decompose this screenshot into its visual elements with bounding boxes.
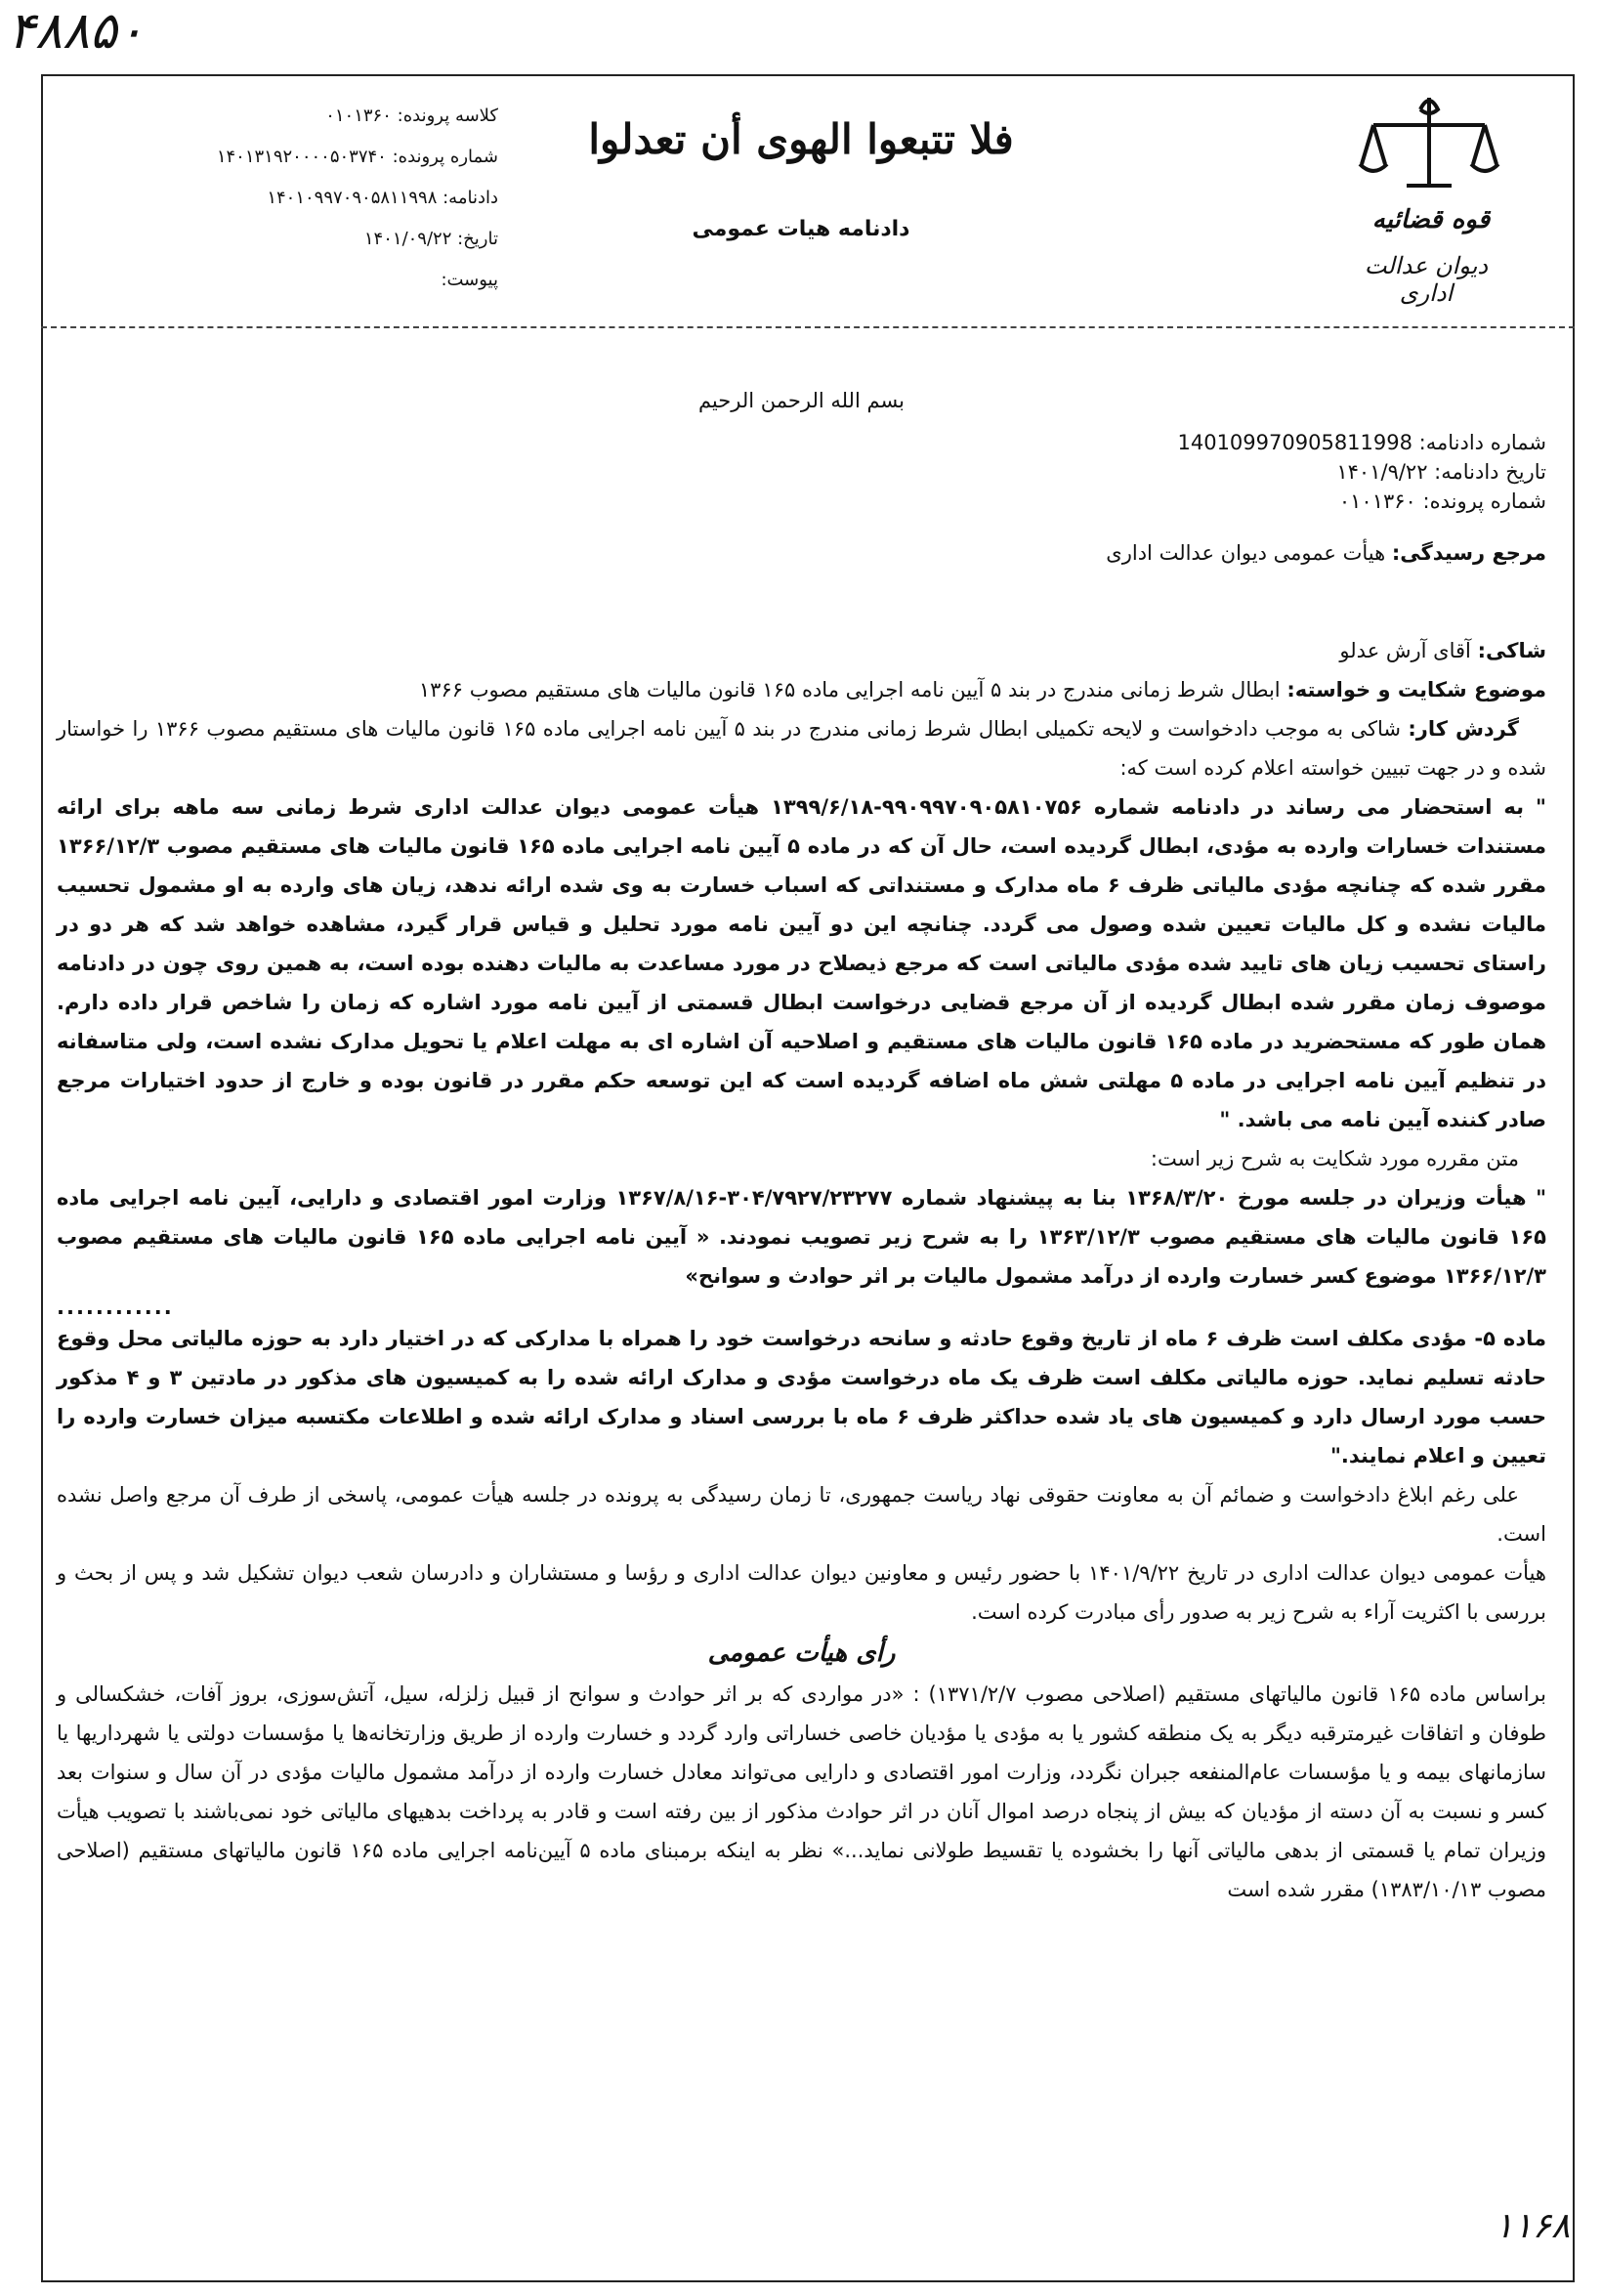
ruling-paragraph: براساس ماده ۱۶۵ قانون مالیاتهای مستقیم (اصلاحی مصوب ۱۳۷۱/۲/۷) : «در مواردی که بر اثر حوادث و سوانح از قبیل زلزله، سیل، آتش‌سوزی، بروز آفات، خشکسالی و طوفان و اتفاقات غیرمترقبه دیگر به یک منطقه کشور یا به مؤدی یا مؤدیان خاصی خساراتی وارد گردد و خسارت وارده از طریق وزارتخانه‌ها یا مؤسسات دولتی یا شهرداریها یا سازمانهای بیمه و یا مؤسسات عام‌المنفعه جبران نگردد، وزارت امور اقتصادی و دارایی می‌تواند معادل خسارت وارده از درآمد مشمول مالیات مؤدی در آن سال و سنوات بعد کسر و نسبت به آن دسته از مؤدیان که بیش از پنجاه درصد اموال آنان در اثر حوادث مذکور از بین رفته است و قادر به پرداخت بدهیهای مالیاتی خود نمی‌باشند با تصویب هیأت وزیران تمام یا قسمتی از بدهی مالیاتی آنها را بخشوده یا تقسیط طولانی نماید...» نظر به اینکه برمبنای ماده ۵ آیین‌نامه اجرایی ماده ۱۶۵ قانون مالیاتهای مستقیم (اصلاحی مصوب ۱۳۸۳/۱۰/۱۳) مقرر شده است	[57, 1682, 1547, 1901]
session-paragraph: هیأت عمومی دیوان عدالت اداری در تاریخ ۱۴۰۱/۹/۲۲ با حضور رئیس و معاونین دیوان عدالت اداری و رؤسا و مستشاران و دادرسان شعب دیوان تشکیل شد و پس از بحث و بررسی با اکثریت آراء به شرح زیر به صدور رأی مبادرت کرده است.	[57, 1561, 1546, 1624]
ruling-info	[57, 428, 1546, 516]
text-intro: متن مقرره مورد شکایت به شرح زیر است:	[1150, 1147, 1519, 1170]
handwritten-number: ۴۸۸۵۰	[8, 2, 145, 61]
authority-line: مرجع رسیدگی: هیأت عمومی دیوان عدالت اداری	[1106, 541, 1546, 565]
judiciary-scales-emblem-icon	[1356, 88, 1502, 195]
org-name-judiciary: قوه قضائیه	[1371, 205, 1491, 234]
meta-row: کلاسه پرونده: ۰۱۰۱۳۶۰	[325, 106, 498, 126]
info-row: شماره دادنامه: 140109970905811998	[1177, 431, 1546, 454]
document-subtitle: دادنامه هیات عمومی	[692, 217, 910, 241]
case-meta	[176, 96, 498, 301]
basmala: بسم الله الرحمن الرحیم	[697, 389, 906, 412]
ruling-title: رأی هیأت عمومی	[707, 1638, 896, 1668]
header-divider	[41, 326, 1575, 328]
info-row: تاریخ دادنامه: ۱۴۰۱/۹/۲۲	[1336, 460, 1546, 484]
workflow-paragraph: گردش کار: شاکی به موجب دادخواست و لایحه تکمیلی ابطال شرط زمانی مندرج در بند ۵ آیین نامه اجرایی ماده ۱۶۵ قانون مالیات های مستقیم مصوب ۱۳۶۶ را خواستار شده و در جهت تبیین خواسته اعلام کرده است که:	[57, 717, 1546, 780]
no-response-paragraph: علی رغم ابلاغ دادخواست و ضمائم آن به معاونت حقوقی نهاد ریاست جمهوری، تا زمان رسیدگی به پرونده در جلسه هیأت عمومی، پاسخی از طرف آن مرجع واصل نشده است.	[57, 1483, 1546, 1546]
meta-row: پیوست:	[441, 270, 498, 290]
complaint-quote: " به استحضار می رساند در دادنامه شماره ۹۹۰۹۹۷۰۹۰۵۸۱۰۷۵۶-۱۳۹۹/۶/۱۸ هیأت عمومی دیوان عدالت اداری شرط زمانی سه ماهه برای ارائه مستندات خسارات وارده به مؤدی، ابطال گردیده است، حال آن که در ماده ۵ آیین نامه اجرایی ماده ۱۶۵ قانون مالیات های مستقیم مصوب ۱۳۶۶/۱۲/۳ مقرر شده که چنانچه مؤدی مالیاتی ظرف ۶ ماه مدارک و مستنداتی که اسباب خسارت به وی شده ارائه ندهد، زیان های وارده به او مشمول تحسیب مالیات نشده و کل مالیات تعیین شده وصول می گردد. چنانچه این دو آیین نامه مورد تحلیل و قیاس قرار گیرد، مشاهده خواهد شد که هر دو در راستای تحسیب زیان های تایید شده مؤدی مالیاتی است که مرجع ذیصلاح در مورد مساعدت به مالیات دهنده بوده است، به همین روی چون در دادنامه موصوف زمان مقرر شده ابطال گردیده از آن مرجع قضایی درخواست ابطال قسمتی از آیین نامه مورد اشاره که زمان را شاخص قرار داده دارم. همان طور که مستحضرید در ماده ۱۶۵ قانون مالیات های مستقیم و اصلاحیه آن اشاره ای به مهلت اعلام یا تحویل مدارک نشده است، ولی متاسفانه در تنظیم آیین نامه اجرایی در ماده ۵ مهلتی شش ماه اضافه گردیده است که این توسعه حکم مقرر در قانون بوده و خارج از حدود اختیارات مرجع صادر کننده آیین نامه می باشد. "	[57, 795, 1547, 1131]
ellipsis-dots: ............	[57, 1296, 174, 1319]
handwritten-side-number: ۱۱۶۸	[1495, 2206, 1571, 2246]
subject-line: موضوع شکایت و خواسته: ابطال شرط زمانی مندرج در بند ۵ آیین نامه اجرایی ماده ۱۶۵ قانون مالیات های مستقیم مصوب ۱۳۶۶	[418, 678, 1546, 702]
spacer	[57, 516, 1546, 533]
document-body	[57, 381, 1546, 1909]
spacer	[57, 573, 1546, 631]
meta-row: تاریخ: ۱۴۰۱/۰۹/۲۲	[363, 229, 498, 249]
meta-row: شماره پرونده: ۱۴۰۱۳۱۹۲۰۰۰۰۵۰۳۷۴۰	[216, 147, 498, 167]
regulation-quote: " هیأت وزیران در جلسه مورخ ۱۳۶۸/۳/۲۰ بنا به پیشنهاد شماره ۳۰۴/۷۹۲۷/۲۳۲۷۷-۱۳۶۷/۸/۱۶ وزارت امور اقتصادی و دارایی، آیین نامه اجرایی ماده ۱۶۵ قانون مالیات های مستقیم مصوب ۱۳۶۳/۱۲/۳ را به شرح زیر تصویب نمودند. « آیین نامه اجرایی ماده ۱۶۵ قانون مالیات های مستقیم مصوب ۱۳۶۶/۱۲/۳ موضوع کسر خسارت وارده از درآمد مشمول مالیات بر اثر حوادث و سوانح»	[57, 1186, 1547, 1288]
plaintiff-line: شاکی: آقای آرش عدلو	[1339, 639, 1546, 662]
article-5: ماده ۵- مؤدی مکلف است ظرف ۶ ماه از تاریخ وقوع حادثه و سانحه درخواست خود را همراه با مدارکی که در اختیار دارد به حوزه مالیاتی محل وقوع حادثه تسلیم نماید. حوزه مالیاتی مکلف است ظرف یک ماه درخواست مؤدی و مدارک ارائه شده را به کمیسیون های مذکور در مادتین ۳ و ۴ مذکور حسب مورد ارسال دارد و کمیسیون های یاد شده حداکثر ظرف ۶ ماه با بررسی اسناد و مدارک ارائه شده و اطلاعات مکتسبه میزان خسارت وارده را تعیین و اعلام نمایند."	[57, 1327, 1546, 1467]
info-row: شماره پرونده: ۰۱۰۱۳۶۰	[1338, 489, 1546, 513]
org-name-court: دیوان عدالت اداری	[1364, 252, 1489, 307]
meta-row: دادنامه: ۱۴۰۱۰۹۹۷۰۹۰۵۸۱۱۹۹۸	[267, 188, 498, 208]
header-verse: فلا تتبعوا الهوی أن تعدلوا	[588, 115, 1014, 163]
